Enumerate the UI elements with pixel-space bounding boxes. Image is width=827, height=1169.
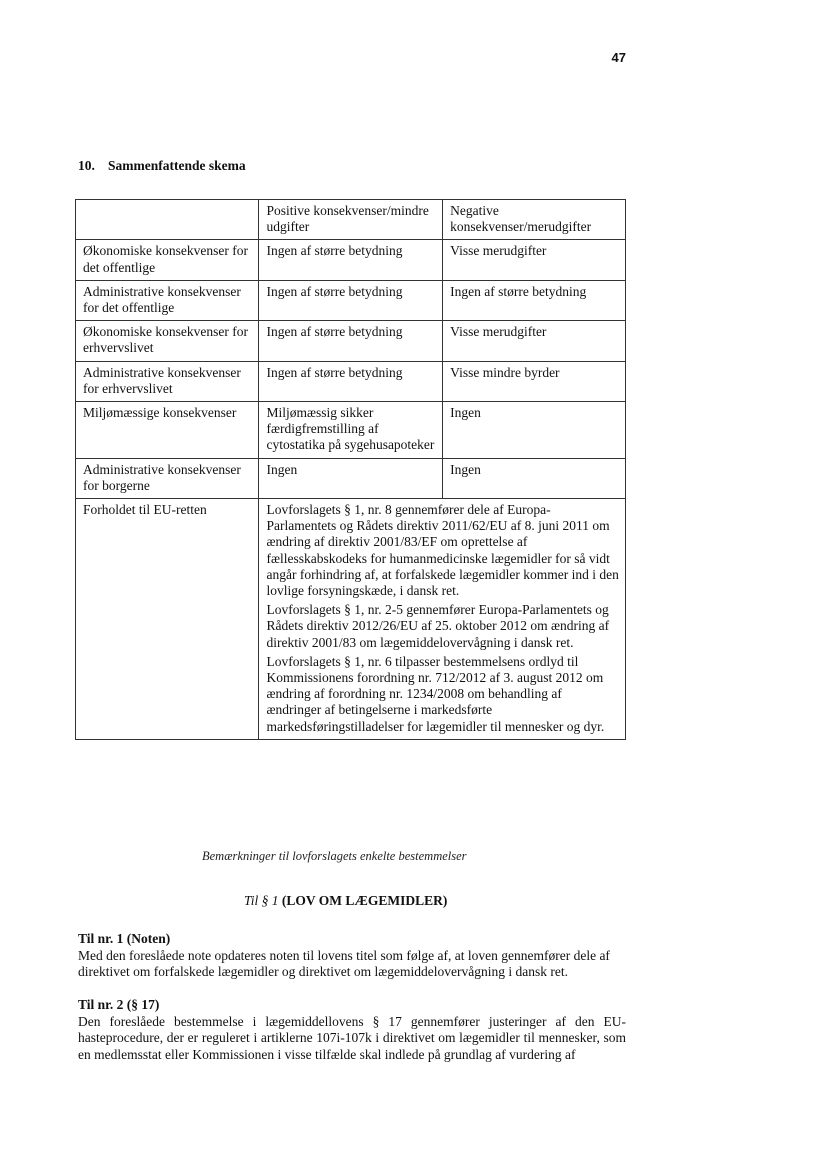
section-title: Sammenfattende skema [108, 158, 246, 173]
law-section-prefix: Til § 1 [244, 893, 279, 908]
table-row [76, 458, 626, 498]
summary-table [75, 199, 626, 740]
note-heading: Til nr. 2 (§ 17) [78, 997, 160, 1012]
row-positive: Ingen af større betydning [259, 321, 443, 361]
eu-paragraph: Lovforslagets § 1, nr. 8 gennemfører dele af Europa-Parlamentets og Rådets direktiv 2011/62/EU af 8. juni 2011 om ændring af direktiv 2001/83/EF om oprettelse af fællesskabskodeks for humanmedicinske lægemidler for så vidt angår forhindring af, at forfalskede lægemidler kommer ind i den lovlige forsyningskæde, i dansk ret. [266, 502, 619, 599]
row-label: Administrative konsekvenser for erhvervslivet [76, 361, 259, 401]
note-body: Med den foreslåede note opdateres noten til lovens titel som følge af, at loven gennemfører dele af direktivet om forfalskede lægemidler og direktivet om lægemiddelovervågning i dansk ret. [78, 947, 610, 979]
header-positive: Positive konsekvenser/mindre udgifter [259, 200, 443, 240]
note-body: Den foreslåede bestemmelse i lægemiddellovens § 17 gennemfører justeringer af den EU-hasteprocedure, der er reguleret i artiklerne 107i-107k i direktivet om lægemidler til mennesker, som en medlemsstat eller Kommissionen i visse tilfælde skal indlede på grundlag af vurdering af [78, 1013, 626, 1062]
row-negative: Visse merudgifter [443, 321, 626, 361]
row-negative: Ingen af større betydning [443, 280, 626, 320]
row-positive: Ingen af større betydning [259, 240, 443, 280]
table-row [76, 280, 626, 320]
row-label: Miljømæssige konsekvenser [76, 402, 259, 459]
row-label: Økonomiske konsekvenser for erhvervslivet [76, 321, 259, 361]
eu-label: Forholdet til EU-retten [76, 499, 259, 740]
row-label: Administrative konsekvenser for borgerne [76, 458, 259, 498]
section-number: 10. [78, 158, 95, 173]
remarks-heading: Bemærkninger til lovforslagets enkelte bestemmelser [202, 849, 467, 863]
eu-paragraph: Lovforslagets § 1, nr. 2-5 gennemfører Europa-Parlamentets og Rådets direktiv 2012/26/EU af 25. oktober 2012 om ændring af direktiv 2001/83 om lægemiddelovervågning i dansk ret. [266, 602, 610, 650]
table-row [76, 361, 626, 401]
note-1 [78, 931, 626, 981]
header-negative: Negative konsekvenser/merudgifter [443, 200, 626, 240]
page-number: 47 [611, 50, 626, 65]
row-negative: Ingen [443, 458, 626, 498]
law-section-name: (LOV OM LÆGEMIDLER) [281, 893, 448, 908]
header-empty-cell [76, 200, 259, 240]
table-row [76, 321, 626, 361]
table-row [76, 240, 626, 280]
row-negative: Visse merudgifter [443, 240, 626, 280]
row-positive: Miljømæssig sikker færdigfremstilling af cytostatika på sygehusapoteker [259, 402, 443, 459]
row-negative: Ingen [443, 402, 626, 459]
row-positive: Ingen af større betydning [259, 280, 443, 320]
table-row [76, 402, 626, 459]
law-section-title [244, 893, 447, 909]
eu-row [76, 499, 626, 740]
row-label: Økonomiske konsekvenser for det offentlige [76, 240, 259, 280]
eu-content [259, 499, 626, 740]
row-label: Administrative konsekvenser for det offentlige [76, 280, 259, 320]
row-negative: Visse mindre byrder [443, 361, 626, 401]
section-heading [78, 158, 246, 174]
note-2 [78, 997, 626, 1063]
eu-paragraph: Lovforslagets § 1, nr. 6 tilpasser bestemmelsens ordlyd til Kommissionens forordning nr. 712/2012 af 3. august 2012 om ændring af forordning nr. 1234/2008 om behandling af ændringer af betingelserne i markedsførte markedsføringstilladelser for lægemidler til mennesker og dyr. [266, 653, 605, 734]
table-header-row [76, 200, 626, 240]
note-heading: Til nr. 1 (Noten) [78, 931, 171, 946]
row-positive: Ingen [259, 458, 443, 498]
row-positive: Ingen af større betydning [259, 361, 443, 401]
